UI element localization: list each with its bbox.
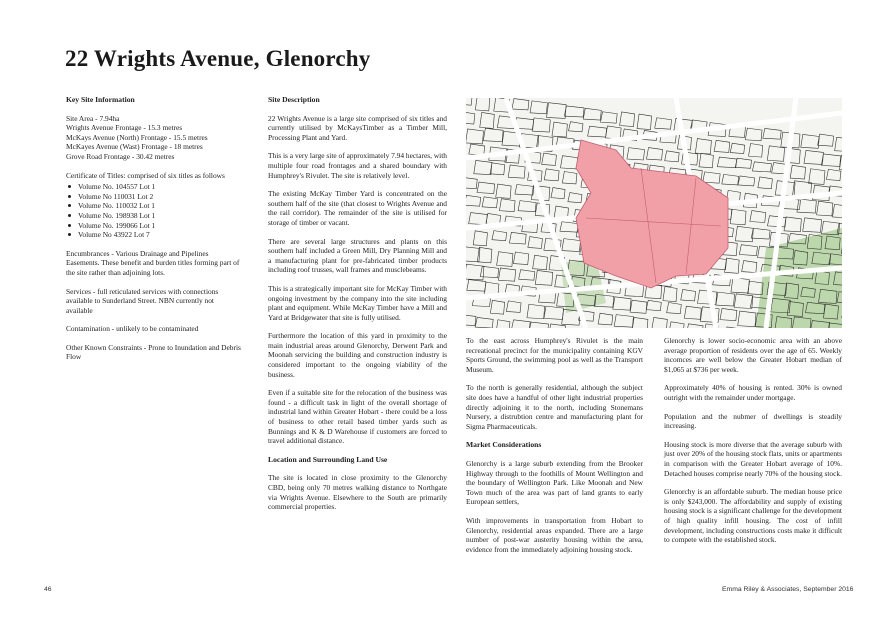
paragraph: With improvements in transportation from Hobart to Glenorchy, residential areas expanded. There are a large number of post-war austerity housing within the area, evidence from the immediately adjoining housing stock. [466,515,643,554]
paragraph: 22 Wrights Avenue is a large site comprised of six titles and currently utilised by McKaysTimber as a Timber Mill, Processing Plant and Yard. [268,113,447,142]
paragraph: Glenorchy is a large suburb extending from the Brooker Highway through to the foothills of Mount Wellington and the boundary of Wellington Park. Like Moonah and New Town much of the area was part of land grants to early European settlers, [466,458,643,507]
site-area: Site Area - 7.94ha [66,113,120,123]
paragraph: The existing McKay Timber Yard is concentrated on the southern half of the site (that closest to Wrights Avenue and the rail corridor). The remainder of the site is utilised for storage of timber or vacant. [268,189,447,227]
site-dimensions [66,114,242,162]
market-heading: Market Considerations [466,440,542,450]
services-text: Services - full reticulated services with connections available to Sunderland Street. NBN currently not available [66,286,219,315]
site-description [268,95,447,521]
certificate-intro: Certificate of Titles: comprised of six titles as follows [66,170,225,180]
site-map [466,98,842,328]
constraints-text: Other Known Constraints - Prone to Inundation and Debris Flow [66,342,241,362]
paragraph: The site is located in close proximity to the Glenorchy CBD, being only 70 metres walking distance to Northgate via Wrights Avenue. Elsewhere to the South are primarily commercial properties. [268,473,447,512]
list-item: Volume No. 110032 Lot 1 [66,201,242,211]
list-item: Volume No. 199066 Lot 1 [66,221,242,231]
list-item: Volume No 110031 Lot 2 [66,192,242,202]
paragraph: Even if a suitable site for the relocation of the business was found - a difficult task in light of the overall shortage of industrial land within Greater Hobart - there could be a loss of business to other retail based timber yards such as Bunnings and K & D Warehouse if customers are forced to travel additional distance. [268,388,447,446]
cadastral-map-image [466,98,842,328]
list-item: Volume No. 198938 Lot 1 [66,211,242,221]
paragraph: Glenorchy is lower socio-economic area with an above average proportion of residents over the age of 65. Weekly incomces are well below the Greater Hobart median of $1,065 at $736 per week. [664,336,842,374]
paragraph: This is a very large site of approximately 7.94 hectares, with multiple four road frontages and a shared boundary with Humphrey's Rivulet. The site is relatively level. [268,151,447,180]
site-description-heading: Site Description [268,95,320,104]
paragraph: To the east across Humphrey's Rivulet is the main recreational precinct for the municipality containing KGV Sports Ground, the swimming pool as well as the Transport Museum. [466,336,643,374]
paragraph: Approximately 40% of housing is rented. 30% is owned outright with the remainder under mortgage. [664,383,842,402]
footer-credit: Emma Riley & Associates, September 2016 [722,586,854,593]
encumbrances-text: Encumbrances - Various Drainage and Pipelines Easements. These benefit and burden titles forming part of the site rather than adjoining lots. [66,248,240,277]
surroundings-and-market [466,336,643,563]
list-item: Volume No 43922 Lot 7 [66,230,242,240]
contamination-text: Contamination - unlikely to be contaminated [66,324,199,334]
list-item: Volume No. 104557 Lot 1 [66,182,242,192]
grove-road-frontage: Grove Road Frontage - 30.42 metres [66,151,175,161]
page-title: 22 Wrights Avenue, Glenorchy [65,46,371,71]
paragraph: Housing stock is more diverse that the average suburb with just over 20% of the housing stock flats, units or apartments in comparison with the Greater Hobart average of 10%. Detached houses comprise nearly 70% of the housing stock. [664,439,842,478]
key-site-information [66,95,242,371]
location-heading: Location and Surrounding Land Use [268,454,388,464]
demographics [664,336,842,554]
paragraph: There are several large structures and plants on this southern half included a Green Mill, Dry Planning Mill and a manufacturing plant for pre-fabricated timber products including roof trusses, wall frames and musclebeams. [268,236,447,275]
paragraph: To the north is generally residential, although the subject site does have a handful of other light industrial properties directly adjoining it to the north, including Stonemans Nursery, a distrubtion centre and manufacturing plant for Sigma Pharmaceuticals. [466,383,643,431]
page-number: 46 [44,586,52,593]
titles-list [66,182,242,240]
wrights-frontage: Wrights Avenue Frontage - 15.3 metres [66,123,183,133]
paragraph: Furthermore the location of this yard in proximity to the main industrial areas around Glenorchy, Derwent Park and Moonah servicing the building and construction industry is considered important to the ongoing viability of the business. [268,331,447,379]
mckayes-west-frontage: McKayes Avenue (Wast) Frontage - 18 metres [66,142,203,152]
key-info-heading: Key Site Information [66,95,135,104]
paragraph: Population and the nubmer of dwellings is steadily increasing. [664,411,842,431]
mckays-north-frontage: McKays Avenue (North) Frontage - 15.5 metres [66,132,208,142]
paragraph: This is a strategically important site for McKay Timber with ongoing investment by the company into the site including plant and equipment. While McKay Timber have a Mill and Yard at Bridgewater that site is fully utilised. [268,283,447,322]
paragraph: Glenorchy is an affordable suburb. The median house price is only $243,000. The affordability and supply of existing housing stock is a significant challenge for the development of high quality infill housing. The cost of infill development, including constructions costs make it difficult to compete with the established stock. [664,487,842,545]
